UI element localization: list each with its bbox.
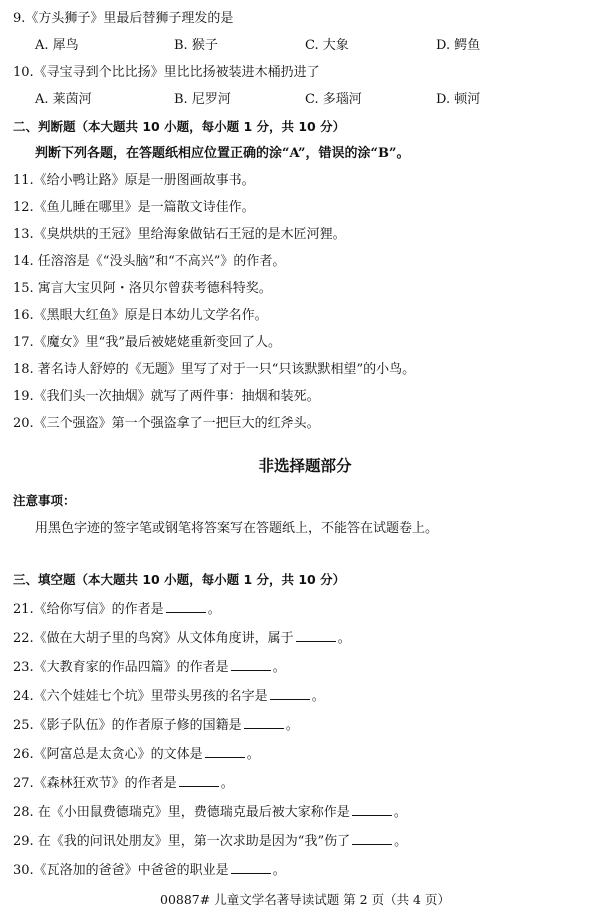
judge-question: 16.《黑眼大红鱼》原是日本幼儿文学名作。 [13,308,268,323]
answer-blank [352,803,392,816]
answer-blank [179,774,219,787]
fill-question-text: 25.《影子队伍》的作者原子修的国籍是 [13,718,242,733]
option-b: B. 尼罗河 [174,92,231,107]
fill-question-end: 。 [207,602,221,617]
fill-question-end: 。 [272,660,286,675]
answer-blank [296,629,336,642]
fill-question-end: 。 [311,689,325,704]
option-c: C. 多瑙河 [305,92,362,107]
notice-title: 注意事项： [13,493,76,508]
judge-question: 17.《魔女》里“我”最后被姥姥重新变回了人。 [13,335,281,350]
judge-question: 15. 寓言大宝贝阿・洛贝尔曾获考德科特奖。 [13,281,272,296]
section-3-title: 三、填空题（本大题共 10 小题，每小题 1 分，共 10 分） [13,572,346,587]
fill-question [13,629,351,648]
judge-question: 12.《鱼儿睡在哪里》是一篇散文诗佳作。 [13,200,255,215]
section-2-title: 二、判断题（本大题共 10 小题，每小题 1 分，共 10 分） [13,119,346,134]
answer-blank [244,716,284,729]
fill-question-text: 26.《阿富总是太贪心》的文体是 [13,747,203,762]
answer-blank [270,687,310,700]
fill-question [13,774,234,793]
judge-question: 13.《臭烘烘的王冠》里给海象做钻石王冠的是木匠河狸。 [13,227,346,242]
fill-question-text: 27.《森林狂欢节》的作者是 [13,776,177,791]
fill-question [13,832,407,851]
option-c: C. 大象 [305,38,349,53]
fill-question-end: 。 [272,863,286,878]
answer-blank [352,832,392,845]
option-a: A. 犀鸟 [35,38,79,53]
judge-question: 11.《给小鸭让路》原是一册图画故事书。 [13,173,255,188]
fill-question-text: 22.《做在大胡子里的鸟窝》从文体角度讲，属于 [13,631,294,646]
fill-question-text: 30.《瓦洛加的爸爸》中爸爸的职业是 [13,863,229,878]
part-title: 非选择题部分 [258,457,352,475]
fill-question-end: 。 [285,718,299,733]
fill-question-end: 。 [246,747,260,762]
option-b: B. 猴子 [174,38,218,53]
fill-question [13,803,407,822]
answer-blank [231,861,271,874]
fill-question [13,658,286,677]
fill-question-end: 。 [337,631,351,646]
fill-question-end: 。 [394,834,408,849]
fill-question-end: 。 [393,805,407,820]
judge-question: 18. 著名诗人舒婷的《无题》里写了对于一只“只该默默相望”的小鸟。 [13,362,416,377]
section-2-instruction: 判断下列各题，在答题纸相应位置正确的涂“A”，错误的涂“B”。 [35,146,410,161]
judge-question: 20.《三个强盗》第一个强盗拿了一把巨大的红斧头。 [13,416,320,431]
fill-question-text: 24.《六个娃娃七个坑》里带头男孩的名字是 [13,689,268,704]
fill-question [13,600,221,619]
fill-question-text: 23.《大教育家的作品四篇》的作者是 [13,660,229,675]
question-9-options [35,37,595,55]
fill-question-text: 28. 在《小田鼠费德瑞克》里，费德瑞克最后被大家称作是 [13,805,350,820]
question-9: 9.《方头狮子》里最后替狮子理发的是 [13,11,234,26]
fill-question-text: 29. 在《我的问讯处朋友》里，第一次求助是因为“我”伤了 [13,834,351,849]
option-a: A. 莱茵河 [35,92,92,107]
judge-question: 14. 任溶溶是《“没头脑”和“不高兴”》的作者。 [13,254,286,269]
fill-question [13,687,325,706]
option-d: D. 鳄鱼 [436,38,481,53]
judge-question: 19.《我们头一次抽烟》就写了两件事：抽烟和装死。 [13,389,320,404]
notice-text: 用黑色字迹的签字笔或钢笔将答案写在答题纸上，不能答在试题卷上。 [35,521,439,536]
question-10-options [35,91,595,109]
fill-question-text: 21.《给你写信》的作者是 [13,602,164,617]
option-d: D. 顿河 [436,92,481,107]
fill-question [13,745,260,764]
answer-blank [231,658,271,671]
fill-question [13,861,286,880]
answer-blank [205,745,245,758]
answer-blank [166,600,206,613]
fill-question-end: 。 [220,776,234,791]
page-footer: 00887# 儿童文学名著导读试题 第 2 页（共 4 页） [160,892,450,907]
question-10: 10.《寻宝寻到个比比扬》里比比扬被装进木桶扔进了 [13,65,320,80]
fill-question [13,716,299,735]
